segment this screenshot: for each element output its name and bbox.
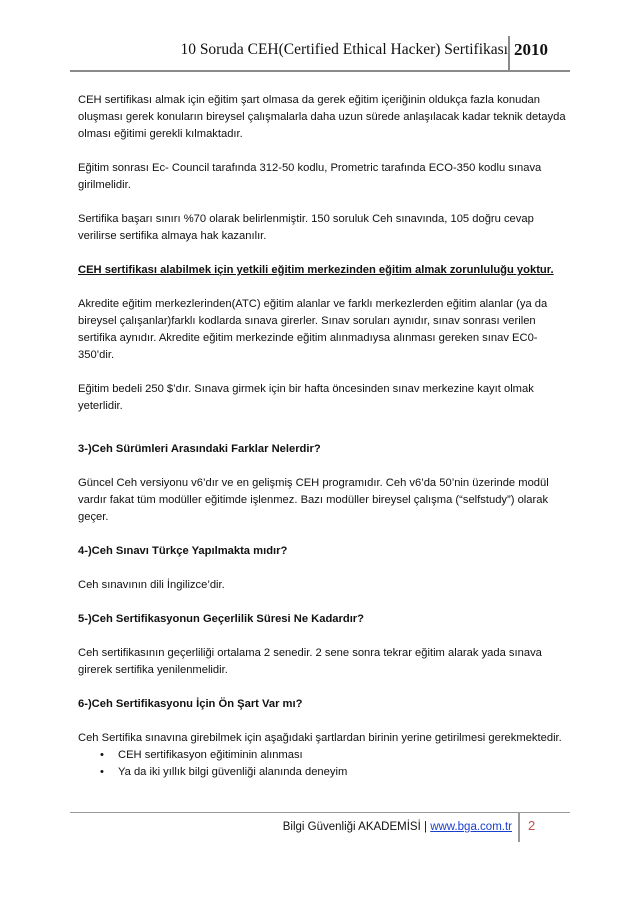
section-5-text: Ceh sertifikasının geçerliliği ortalama 2 senedir. 2 sene sonra tekrar eğitim alarak yada sınava girerek sertifika yenilenmelidir. — [78, 647, 542, 676]
header-rule — [70, 70, 570, 72]
section-6-heading: 6-)Ceh Sertifikasyonu İçin Ön Şart Var mı? — [78, 698, 303, 710]
document-body — [78, 92, 568, 781]
list-item: • CEH sertifikasyon eğitiminin alınması — [78, 747, 568, 764]
header-separator — [508, 36, 510, 72]
bullet-icon: • — [100, 749, 104, 761]
list-item: • Ya da iki yıllık bilgi güvenliği alanında deneyim — [78, 764, 568, 781]
header-title: 10 Soruda CEH(Certified Ethical Hacker) Sertifikası — [180, 41, 508, 58]
section-4-text: Ceh sınavının dili İngilizce’dir. — [78, 579, 225, 591]
paragraph-pass-rate: Sertifika başarı sınırı %70 olarak belirlenmiştir. 150 soruluk Ceh sınavında, 105 doğru cevap verilirse sertifika almaya hak kazanılır. — [78, 213, 534, 242]
section-3-text: Güncel Ceh versiyonu v6’dır ve en gelişmiş CEH programıdır. Ceh v6’da 50’nin üzerinde modül vardır fakat tüm modüller eğitimde işlenmez. Bazı modüller bireysel çalışma (“selfstudy”) olarak geçer. — [78, 477, 549, 523]
prerequisite-list — [78, 747, 568, 781]
footer-divider: | — [420, 821, 431, 833]
section-6-text: Ceh Sertifika sınavına girebilmek için aşağıdaki şartlardan birinin yerine getirilmesi gerekmektedir. — [78, 732, 562, 744]
header-year: 2010 — [514, 40, 548, 59]
paragraph-fee: Eğitim bedeli 250 $’dır. Sınava girmek için bir hafta öncesinden sınav merkezine kayıt olmak yeterlidir. — [78, 383, 534, 412]
paragraph-exam-codes: Eğitim sonrası Ec- Council tarafında 312-50 kodlu, Prometric tarafında ECO-350 kodlu sınava girilmelidir. — [78, 162, 542, 191]
section-4-heading: 4-)Ceh Sınavı Türkçe Yapılmakta mıdır? — [78, 545, 288, 557]
section-5-heading: 5-)Ceh Sertifikasyonun Geçerlilik Süresi Ne Kadardır? — [78, 613, 364, 625]
paragraph-no-obligation: CEH sertifikası alabilmek için yetkili eğitim merkezinden eğitim almak zorunluluğu yoktur. — [78, 264, 554, 276]
footer-separator — [518, 812, 520, 842]
bullet-icon: • — [100, 766, 104, 778]
footer-rule — [70, 812, 570, 813]
footer-url-link[interactable]: www.bga.com.tr — [430, 821, 512, 833]
section-3-heading: 3-)Ceh Sürümleri Arasındaki Farklar Nelerdir? — [78, 443, 321, 455]
footer-text — [200, 821, 512, 833]
footer-company: Bilgi Güvenliği AKADEMİSİ — [282, 821, 421, 833]
paragraph-accredited: Akredite eğitim merkezlerinden(ATC) eğitim alanlar ve farklı merkezlerden eğitim alanlar (ya da bireysel çalışanlar)farklı kodlarda sınava girerler. Sınav soruları aynıdır, sınav sonrası verilen sertifika aynıdır. Akredite eğitim merkezinde eğitim alınmadıysa alınması gereken sınav EC0-350’dir. — [78, 298, 548, 361]
paragraph-training: CEH sertifikası almak için eğitim şart olmasa da gerek eğitim içeriğinin oldukça fazla konudan oluşması gerek konuların bireysel çalışmalarla daha uzun sürede anlaşılacak kadar teknik detayda olması eğitimi gerekli kılmaktadır. — [78, 94, 566, 140]
page-number: 2 — [528, 818, 536, 833]
